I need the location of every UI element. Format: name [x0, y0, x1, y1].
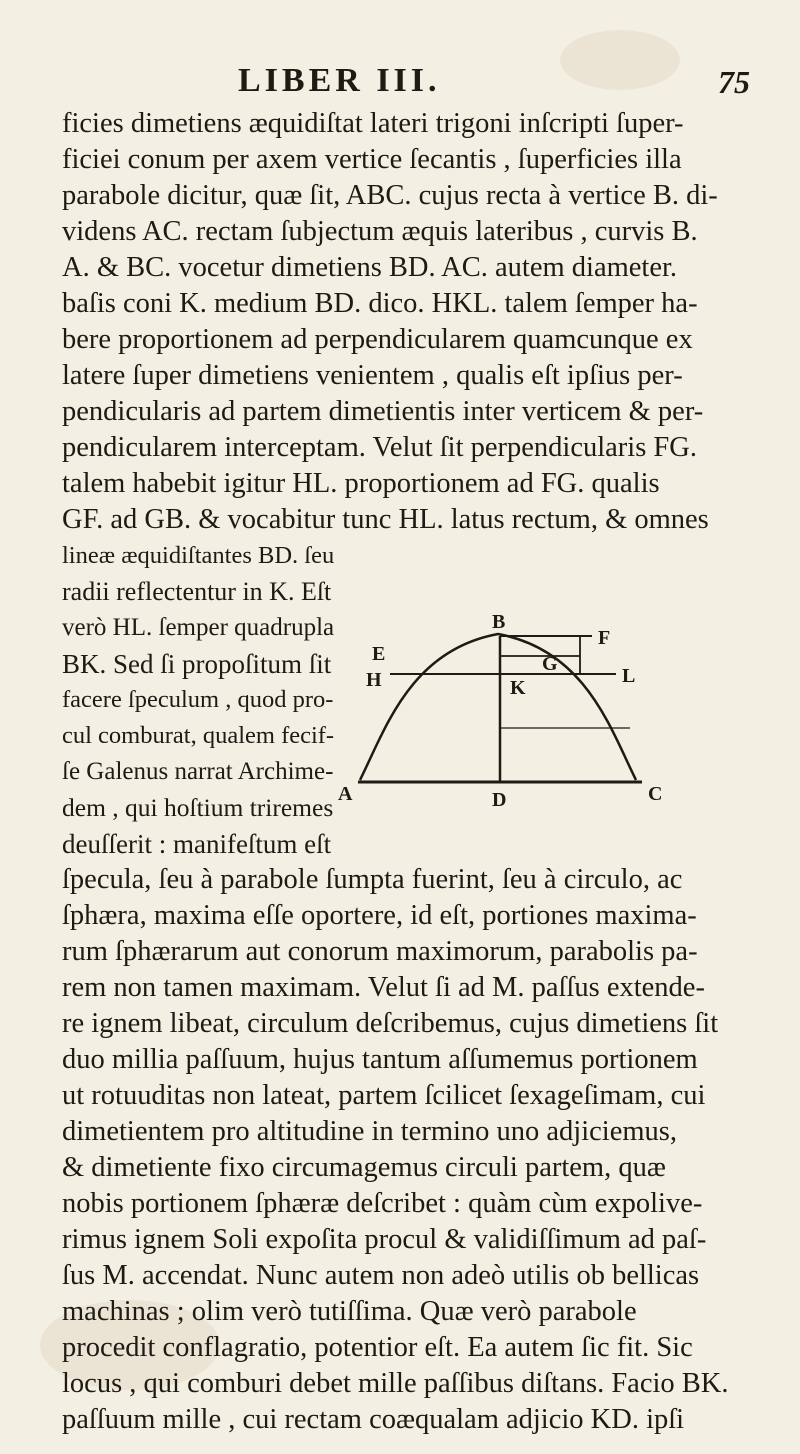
text-line: BK. Sed ſi propoſitum ſit: [62, 649, 332, 679]
text-line: latere ſuper dimetiens venientem , qualis eſt ipſius per-: [62, 360, 683, 391]
text-line: bere proportionem ad perpendicularem quamcunque ex: [62, 324, 693, 355]
label-L: L: [622, 665, 636, 687]
label-E: E: [372, 643, 386, 665]
text-line: cul comburat, qualem fecif-: [62, 722, 335, 749]
text-line: videns AC. rectam ſubjectum æquis lateribus , curvis B.: [62, 216, 698, 247]
label-K: K: [510, 677, 526, 699]
text-line: dem , qui hoſtium triremes: [62, 793, 334, 822]
text-line: ficies dimetiens æquidiſtat lateri trigoni inſcripti ſuper-: [62, 108, 684, 139]
text-line: rum ſphærarum aut conorum maximorum, parabolis pa-: [62, 936, 698, 967]
text-line: radii reflectentur in K. Eſt: [62, 577, 332, 606]
text-line: & dimetiente fixo circumagemus circuli partem, quæ: [62, 1152, 666, 1183]
page-number: 75: [718, 64, 750, 100]
text-line: procedit conflagratio, potentior eſt. Ea autem ſic fit. Sic: [62, 1332, 693, 1363]
text-line: verò HL. ſemper quadrupla: [62, 614, 335, 641]
text-line: pendicularem interceptam. Velut ſit perpendicularis FG.: [62, 432, 697, 463]
text-line: ſe Galenus narrat Archime-: [62, 758, 334, 785]
text-line: parabole dicitur, quæ ſit, ABC. cujus recta à vertice B. di-: [62, 180, 718, 211]
page-header: [0, 62, 800, 102]
label-B: B: [492, 611, 506, 633]
text-line: dimetientem pro altitudine in termino uno adjiciemus,: [62, 1116, 677, 1147]
text-line: ut rotuuditas non lateat, partem ſcilicet ſexageſimam, cui: [62, 1080, 706, 1111]
text-line: facere ſpeculum , quod pro-: [62, 686, 334, 713]
text-line: locus , qui comburi debet mille paſſibus diſtans. Facio BK.: [62, 1368, 729, 1399]
label-F: F: [598, 627, 611, 649]
label-G: G: [542, 653, 558, 675]
text-line: ſus M. accendat. Nunc autem non adeò utilis ob bellicas: [62, 1260, 700, 1291]
label-H: H: [366, 669, 382, 691]
text-line: rimus ignem Soli expoſita procul & validiſſimum ad paſ-: [62, 1224, 707, 1255]
label-A: A: [338, 783, 353, 805]
parabola-curve: [360, 634, 636, 780]
text-line: ſpecula, ſeu à parabole ſumpta fuerint, ſeu à circulo, ac: [62, 864, 683, 895]
text-line: baſis coni K. medium BD. dico. HKL. talem ſemper ha-: [62, 288, 698, 319]
parabola-figure: [330, 610, 674, 814]
label-D: D: [492, 789, 507, 811]
parabola-diagram: [330, 610, 674, 814]
text-line: deuſſerit : manifeſtum eſt: [62, 829, 332, 859]
text-line: machinas ; olim verò tutiſſima. Quæ verò parabole: [62, 1296, 637, 1327]
text-line: paſſuum mille , cui rectam coæqualam adjicio KD. ipſi: [62, 1404, 685, 1435]
text-line: GF. ad GB. & vocabitur tunc HL. latus rectum, & omnes: [62, 504, 709, 535]
text-line: pendicularis ad partem dimetientis inter verticem & per-: [62, 396, 704, 427]
label-C: C: [648, 783, 663, 805]
running-title: LIBER III.: [238, 62, 441, 99]
text-line: duo millia paſſuum, hujus tantum aſſumemus portionem: [62, 1044, 698, 1075]
text-line: A. & BC. vocetur dimetiens BD. AC. autem diameter.: [62, 252, 678, 283]
text-line: rem non tamen maximam. Velut ſi ad M. paſſus extende-: [62, 972, 705, 1003]
text-line: ficiei conum per axem vertice ſecantis , ſuperficies illa: [62, 144, 682, 175]
text-line: re ignem libeat, circulum deſcribemus, cujus dimetiens ſit: [62, 1008, 719, 1039]
text-line: talem habebit igitur HL. proportionem ad FG. qualis: [62, 468, 660, 499]
text-line: lineæ æquidiſtantes BD. ſeu: [62, 542, 335, 569]
text-line: ſphæra, maxima eſſe oportere, id eſt, portiones maxima-: [62, 900, 697, 931]
text-line: nobis portionem ſphæræ deſcribet : quàm cùm expolive-: [62, 1188, 703, 1219]
